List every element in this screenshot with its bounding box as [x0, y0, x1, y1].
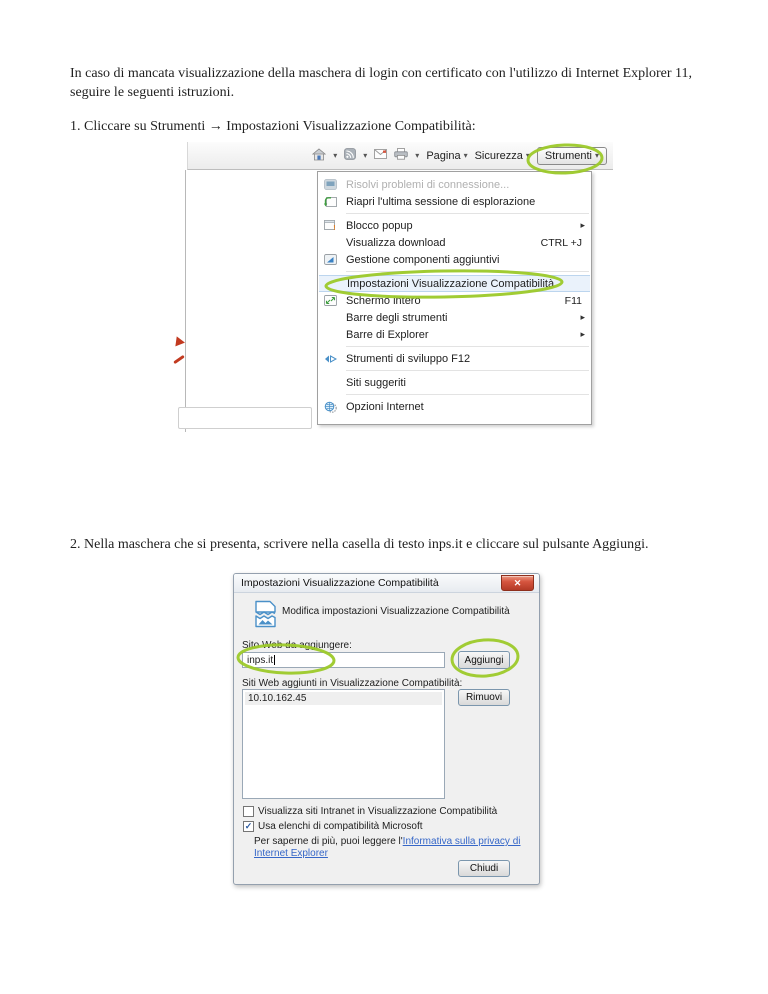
mail-icon[interactable]	[374, 149, 387, 162]
ms-lists-checkbox-label: Usa elenchi di compatibilità Microsoft	[258, 821, 423, 832]
menu-item-siti-suggeriti[interactable]	[318, 374, 591, 391]
network-troubleshoot-icon	[323, 178, 337, 192]
menu-separator	[346, 370, 589, 371]
dialog-title: Impostazioni Visualizzazione Compatibilità	[241, 577, 439, 589]
ie-menu-screenshot	[183, 140, 613, 438]
compatibility-sites-listbox[interactable]	[242, 689, 445, 799]
addons-icon	[323, 253, 337, 267]
close-icon: ✕	[513, 577, 522, 588]
ie-command-bar	[187, 142, 613, 170]
aggiungi-button-label: Aggiungi	[464, 654, 504, 666]
site-input-label: Sito Web da aggiungere:	[242, 640, 352, 651]
menu-item-schermo-intero[interactable]	[318, 292, 591, 309]
site-url-value: inps.it	[247, 654, 274, 666]
fullscreen-icon	[323, 294, 337, 308]
privacy-note	[254, 836, 528, 860]
chiudi-button-label: Chiudi	[469, 863, 499, 874]
menu-item-label: Barre di Explorer	[346, 328, 429, 341]
intranet-checkbox-label: Visualizza siti Intranet in Visualizzazione Compatibilità	[258, 806, 498, 817]
menu-shortcut: F11	[564, 294, 582, 307]
underlying-page-input	[178, 407, 312, 429]
page-border-line	[185, 170, 186, 432]
home-icon[interactable]	[312, 148, 326, 164]
devtools-icon	[323, 352, 337, 366]
feed-caret-icon[interactable]: ▾	[363, 150, 368, 160]
submenu-arrow-icon: ▸	[580, 220, 585, 230]
menu-separator	[346, 394, 589, 395]
menu-item-label: Risolvi problemi di connessione...	[346, 178, 510, 191]
print-icon[interactable]	[394, 148, 408, 163]
menu-item-strumenti-sviluppo[interactable]	[318, 350, 591, 367]
strumenti-caret-icon: ▾	[594, 150, 599, 160]
home-caret-icon[interactable]: ▾	[333, 150, 338, 160]
toolbar-pagina-label: Pagina	[426, 149, 461, 162]
sicurezza-caret-icon: ▾	[525, 150, 530, 160]
dialog-header-text: Modifica impostazioni Visualizzazione Compatibilità	[282, 606, 510, 617]
menu-item-label: Impostazioni Visualizzazione Compatibilità	[347, 277, 555, 290]
print-caret-icon[interactable]: ▾	[415, 150, 420, 160]
site-url-input[interactable]	[242, 652, 445, 668]
menu-item-label: Blocco popup	[346, 219, 413, 232]
menu-item-label: Siti suggeriti	[346, 376, 406, 389]
menu-shortcut: CTRL +J	[540, 236, 582, 249]
menu-item-label: Schermo intero	[346, 294, 421, 307]
submenu-arrow-icon: ▸	[580, 329, 585, 339]
compatibility-settings-dialog	[233, 573, 540, 885]
compatibility-view-icon	[252, 600, 278, 631]
check-icon: ✓	[244, 820, 253, 831]
step2-text: 2. Nella maschera che si presenta, scrivere nella casella di testo inps.it e cliccare sul pulsante Aggiungi.	[70, 537, 649, 552]
submenu-arrow-icon: ▸	[580, 312, 585, 322]
menu-item-barre-explorer[interactable]	[318, 326, 591, 343]
strumenti-dropdown-menu	[317, 171, 592, 425]
intro-paragraph: In caso di mancata visualizzazione della maschera di login con certificato con l'utilizzo di Internet Explorer 11, seguire le seguenti istruzioni.	[70, 66, 693, 100]
feed-icon[interactable]	[344, 148, 356, 163]
menu-item-gestione-componenti[interactable]	[318, 251, 591, 268]
menu-item-label: Barre degli strumenti	[346, 311, 448, 324]
menu-separator	[346, 213, 589, 214]
chiudi-button[interactable]	[458, 860, 510, 877]
intranet-checkbox[interactable]	[243, 806, 254, 817]
step1-text: 1. Cliccare su Strumenti → Impostazioni Visualizzazione Compatibilità:	[70, 119, 476, 134]
toolbar-pagina-button[interactable]	[426, 150, 467, 162]
menu-item-opzioni-internet[interactable]	[318, 398, 591, 415]
rimuovi-button[interactable]	[458, 689, 510, 706]
toolbar-sicurezza-button[interactable]	[475, 150, 530, 162]
toolbar-strumenti-button[interactable]	[537, 147, 607, 165]
dialog-titlebar[interactable]	[234, 574, 539, 593]
list-item-site[interactable]: 10.10.162.45	[245, 692, 442, 705]
menu-separator	[346, 346, 589, 347]
menu-item-visualizza-download[interactable]	[318, 234, 591, 251]
menu-item-label: Riapri l'ultima sessione di esplorazione	[346, 195, 536, 208]
menu-item-riapri-ultima-sessione[interactable]	[318, 193, 591, 210]
menu-item-label: Gestione componenti aggiuntivi	[346, 253, 500, 266]
menu-item-blocco-popup[interactable]	[318, 217, 591, 234]
privacy-prefix: Per saperne di più, puoi leggere l'	[254, 836, 403, 847]
menu-item-barre-strumenti[interactable]	[318, 309, 591, 326]
aggiungi-button[interactable]	[458, 651, 510, 669]
text-cursor	[274, 655, 275, 665]
red-mark	[175, 336, 185, 347]
menu-item-risolvi-problemi	[318, 176, 591, 193]
internet-options-icon	[323, 400, 337, 414]
privacy-link[interactable]: Informativa sulla privacy di Internet Explorer	[254, 836, 521, 859]
pagina-caret-icon: ▾	[463, 150, 468, 160]
toolbar-strumenti-label: Strumenti	[544, 149, 592, 162]
menu-item-impostazioni-visualizzazione-compatibilita[interactable]	[319, 275, 590, 292]
svg-text:!: !	[332, 225, 336, 231]
menu-item-label: Opzioni Internet	[346, 400, 424, 413]
ms-lists-checkbox[interactable]	[243, 821, 254, 832]
menu-item-label: Visualizza download	[346, 236, 446, 249]
sites-list-label: Siti Web aggiunti in Visualizzazione Compatibilità:	[242, 678, 463, 689]
dialog-close-button[interactable]	[501, 575, 534, 591]
rimuovi-button-label: Rimuovi	[465, 692, 503, 703]
menu-separator	[346, 271, 589, 272]
reopen-session-icon	[323, 195, 337, 209]
popup-blocker-icon	[323, 219, 337, 233]
menu-item-label: Strumenti di sviluppo F12	[346, 352, 471, 365]
toolbar-sicurezza-label: Sicurezza	[474, 149, 523, 162]
